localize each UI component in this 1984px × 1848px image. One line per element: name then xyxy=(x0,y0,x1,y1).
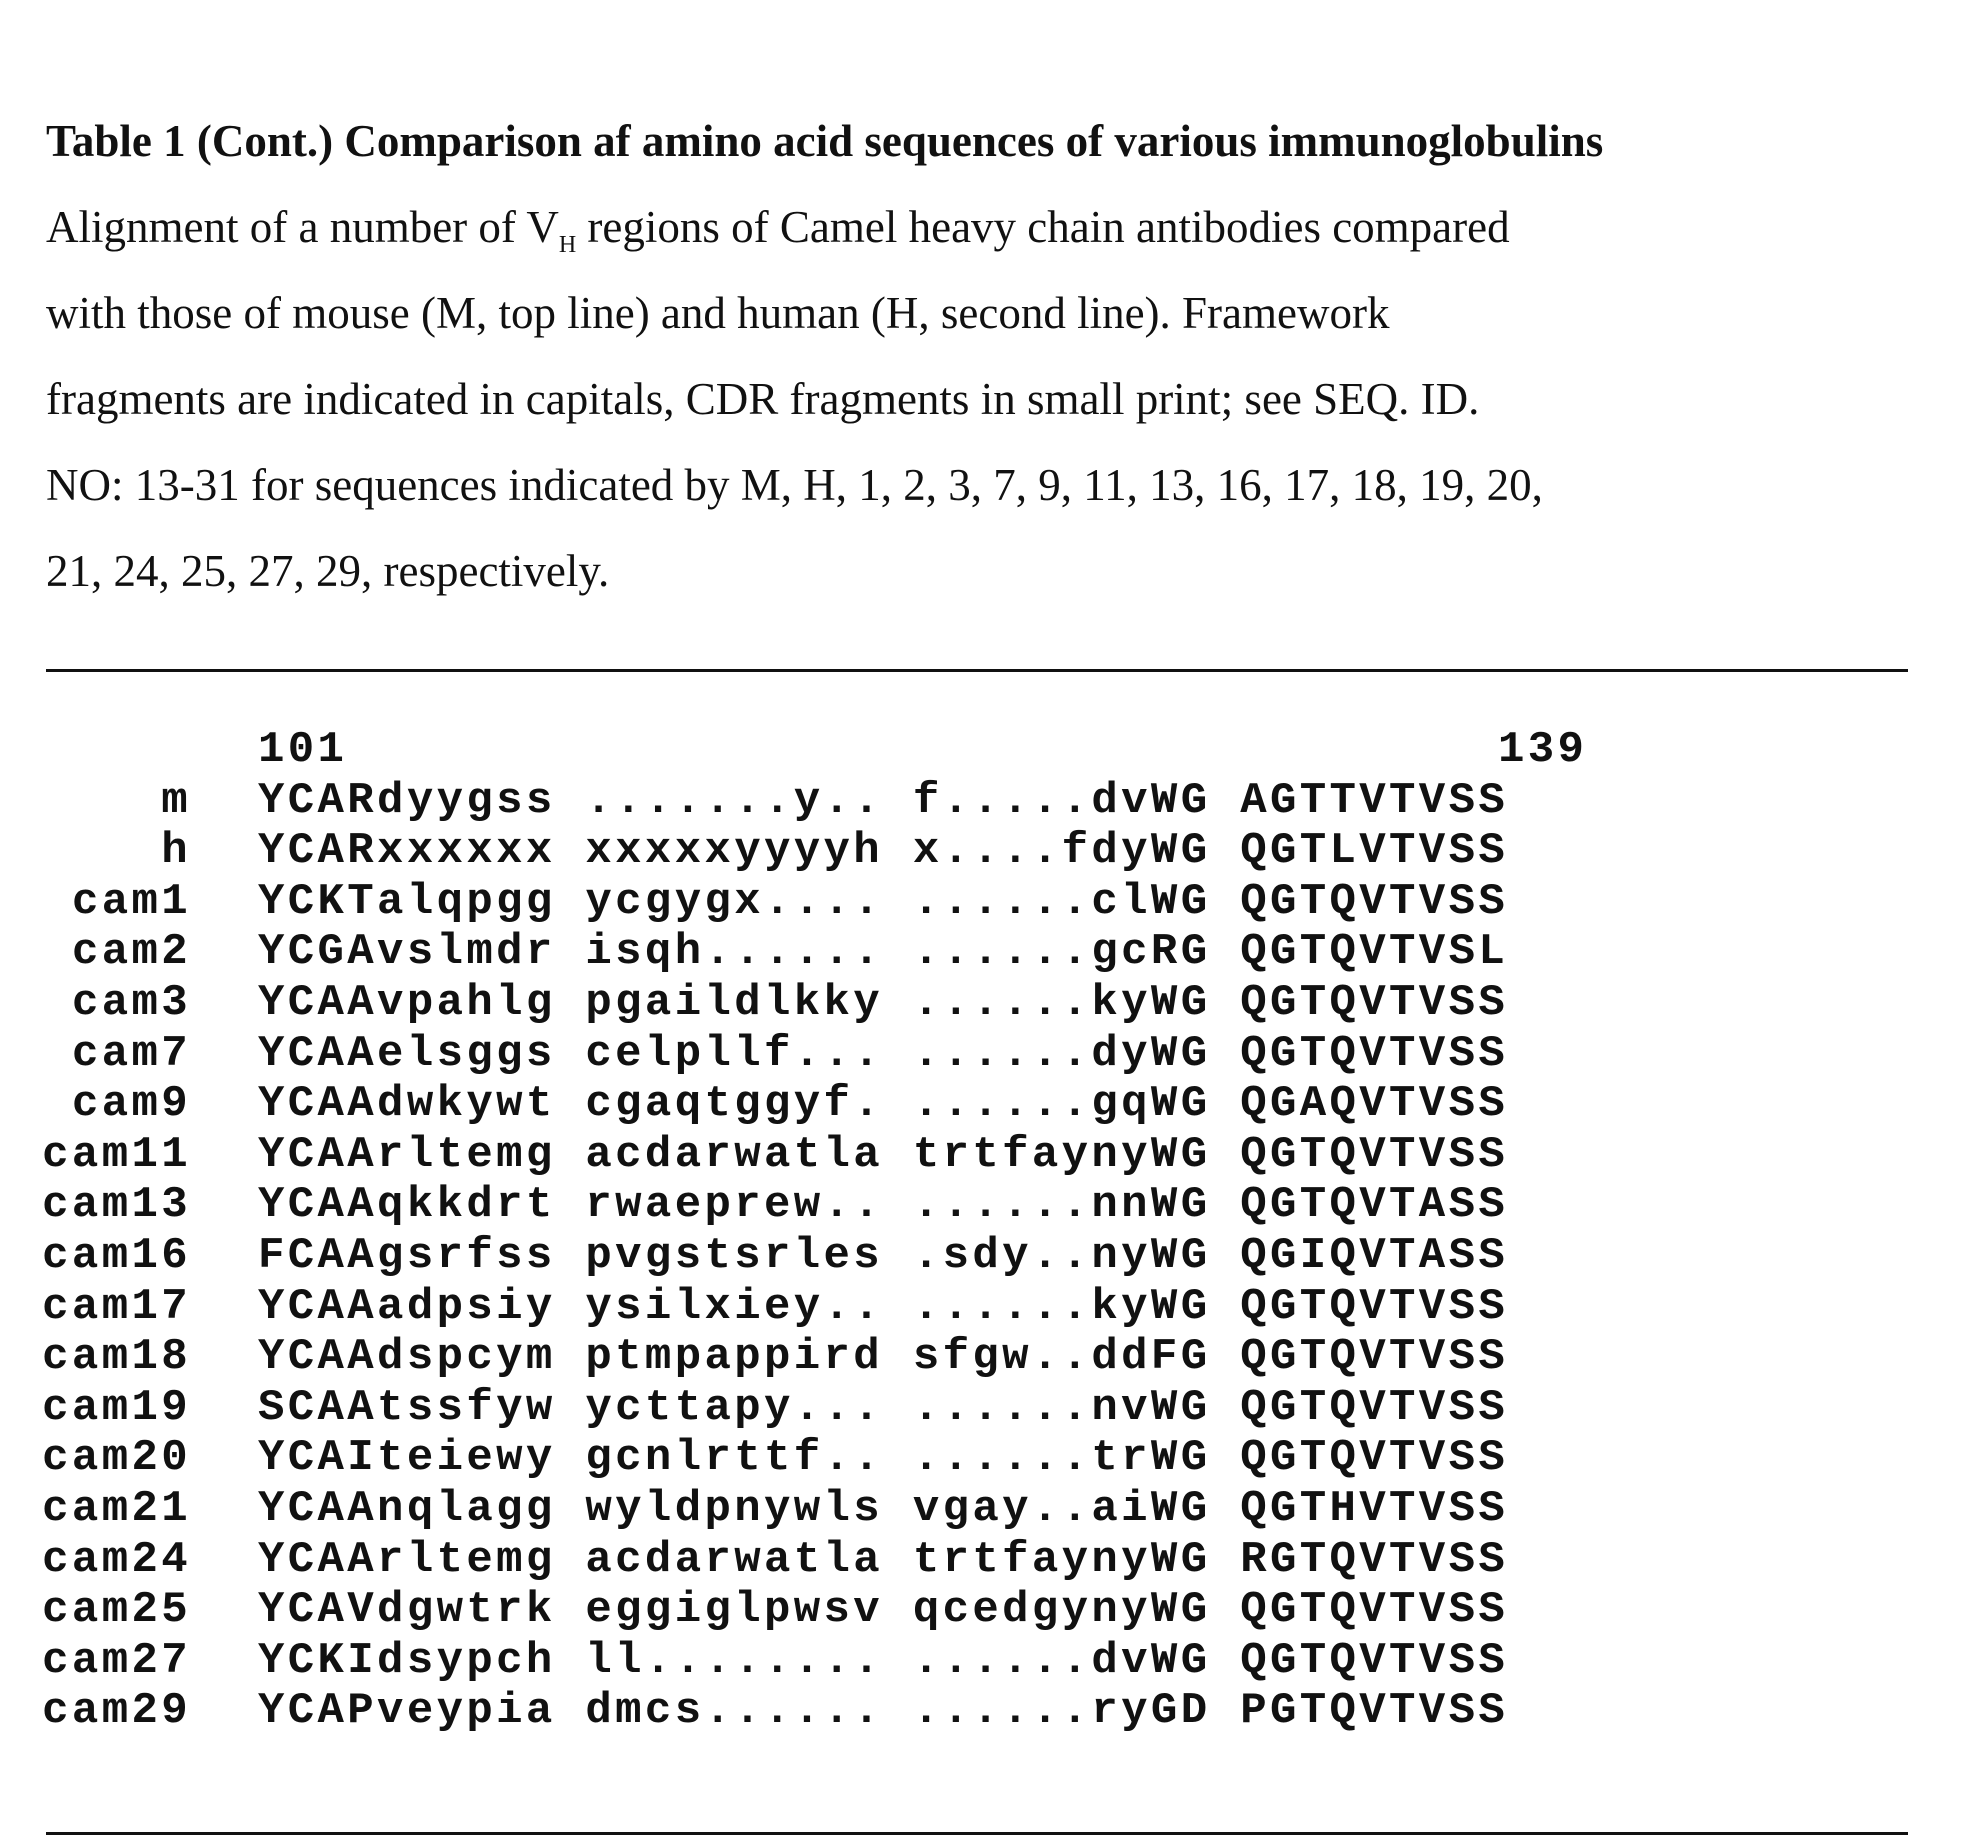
sequence-row xyxy=(0,1535,119,1586)
sequence-label: cam2 xyxy=(0,927,191,978)
sequence-label: cam9 xyxy=(0,1079,191,1130)
sequence-label: cam20 xyxy=(0,1433,191,1484)
sequence-alignment xyxy=(0,725,119,1737)
caption-line: 21, 24, 25, 27, 29, respectively. xyxy=(46,528,1946,614)
sequence-row xyxy=(0,1231,119,1282)
sequence-row xyxy=(0,978,119,1029)
sequence-text: YCAArltemg acdarwatla trtfaynyWG RGTQVTVSS xyxy=(258,1535,1508,1586)
sequence-row xyxy=(0,1332,119,1383)
sequence-row xyxy=(0,1585,119,1636)
sequence-row xyxy=(0,1282,119,1333)
position-header xyxy=(0,725,119,776)
sequence-text: YCAPveypia dmcs...... ......ryGD PGTQVTVSS xyxy=(258,1686,1508,1737)
sequence-label: cam16 xyxy=(0,1231,191,1282)
sequence-text: YCAVdgwtrk eggiglpwsv qcedgynyWG QGTQVTVSS xyxy=(258,1585,1508,1636)
sequence-row xyxy=(0,877,119,928)
sequence-label: m xyxy=(0,776,191,827)
sequence-label: cam27 xyxy=(0,1636,191,1687)
caption-line: with those of mouse (M, top line) and human (H, second line). Framework xyxy=(46,270,1946,356)
sequence-text: YCKTalqpgg ycgygx.... ......clWG QGTQVTVSS xyxy=(258,877,1508,928)
sequence-row xyxy=(0,1180,119,1231)
sequence-label: cam17 xyxy=(0,1282,191,1333)
sequence-row xyxy=(0,1484,119,1535)
caption-line: fragments are indicated in capitals, CDR fragments in small print; see SEQ. ID. xyxy=(46,356,1946,442)
sequence-row xyxy=(0,826,119,877)
sequence-label: cam24 xyxy=(0,1535,191,1586)
table-caption xyxy=(46,98,1946,614)
sequence-text: YCAAnqlagg wyldpnywls vgay..aiWG QGTHVTVSS xyxy=(258,1484,1508,1535)
caption-text: Alignment of a number of V xyxy=(46,202,559,252)
sequence-row xyxy=(0,927,119,978)
sequence-row xyxy=(0,1433,119,1484)
table-title: Table 1 (Cont.) Comparison af amino acid sequences of various immunoglobulins xyxy=(46,98,1946,184)
sequence-row xyxy=(0,1636,119,1687)
sequence-text: YCAAvpahlg pgaildlkky ......kyWG QGTQVTVSS xyxy=(258,978,1508,1029)
sequence-label: h xyxy=(0,826,191,877)
sequence-label: cam11 xyxy=(0,1130,191,1181)
sequence-row xyxy=(0,1079,119,1130)
sequence-row xyxy=(0,1686,119,1737)
sequence-text: YCGAvslmdr isqh...... ......gcRG QGTQVTVSL xyxy=(258,927,1508,978)
sequence-label: cam7 xyxy=(0,1029,191,1080)
bottom-rule xyxy=(46,1832,1908,1835)
caption-line: NO: 13-31 for sequences indicated by M, H, 1, 2, 3, 7, 9, 11, 13, 16, 17, 18, 19, 20, xyxy=(46,442,1946,528)
sequence-text: SCAAtssfyw ycttapy... ......nvWG QGTQVTVSS xyxy=(258,1383,1508,1434)
sequence-text: YCAAadpsiy ysilxiey.. ......kyWG QGTQVTVSS xyxy=(258,1282,1508,1333)
end-position: 139 xyxy=(1498,725,1587,776)
sequence-label: cam1 xyxy=(0,877,191,928)
sequence-row xyxy=(0,776,119,827)
subscript: H xyxy=(559,232,576,258)
sequence-text: YCARxxxxxx xxxxxyyyyh x....fdyWG QGTLVTVSS xyxy=(258,826,1508,877)
sequence-text: YCKIdsypch ll........ ......dvWG QGTQVTVSS xyxy=(258,1636,1508,1687)
sequence-text: YCARdyygss .......y.. f.....dvWG AGTTVTVSS xyxy=(258,776,1508,827)
sequence-text: YCAIteiewy gcnlrttf.. ......trWG QGTQVTVSS xyxy=(258,1433,1508,1484)
start-position: 101 xyxy=(258,725,347,776)
sequence-text: YCAAqkkdrt rwaeprew.. ......nnWG QGTQVTASS xyxy=(258,1180,1508,1231)
sequence-label: cam25 xyxy=(0,1585,191,1636)
sequence-label: cam18 xyxy=(0,1332,191,1383)
sequence-text: YCAAelsggs celpllf... ......dyWG QGTQVTVSS xyxy=(258,1029,1508,1080)
sequence-text: YCAArltemg acdarwatla trtfaynyWG QGTQVTVSS xyxy=(258,1130,1508,1181)
sequence-row xyxy=(0,1130,119,1181)
sequence-row xyxy=(0,1029,119,1080)
sequence-text: YCAAdwkywt cgaqtggyf. ......gqWG QGAQVTVSS xyxy=(258,1079,1508,1130)
caption-text: regions of Camel heavy chain antibodies compared xyxy=(576,202,1509,252)
sequence-label: cam19 xyxy=(0,1383,191,1434)
top-rule xyxy=(46,669,1908,672)
sequence-text: YCAAdspcym ptmpappird sfgw..ddFG QGTQVTVSS xyxy=(258,1332,1508,1383)
sequence-label: cam3 xyxy=(0,978,191,1029)
sequence-label: cam13 xyxy=(0,1180,191,1231)
sequence-row xyxy=(0,1383,119,1434)
sequence-label: cam29 xyxy=(0,1686,191,1737)
sequence-label: cam21 xyxy=(0,1484,191,1535)
caption-line xyxy=(46,184,1946,270)
sequence-text: FCAAgsrfss pvgstsrles .sdy..nyWG QGIQVTASS xyxy=(258,1231,1508,1282)
